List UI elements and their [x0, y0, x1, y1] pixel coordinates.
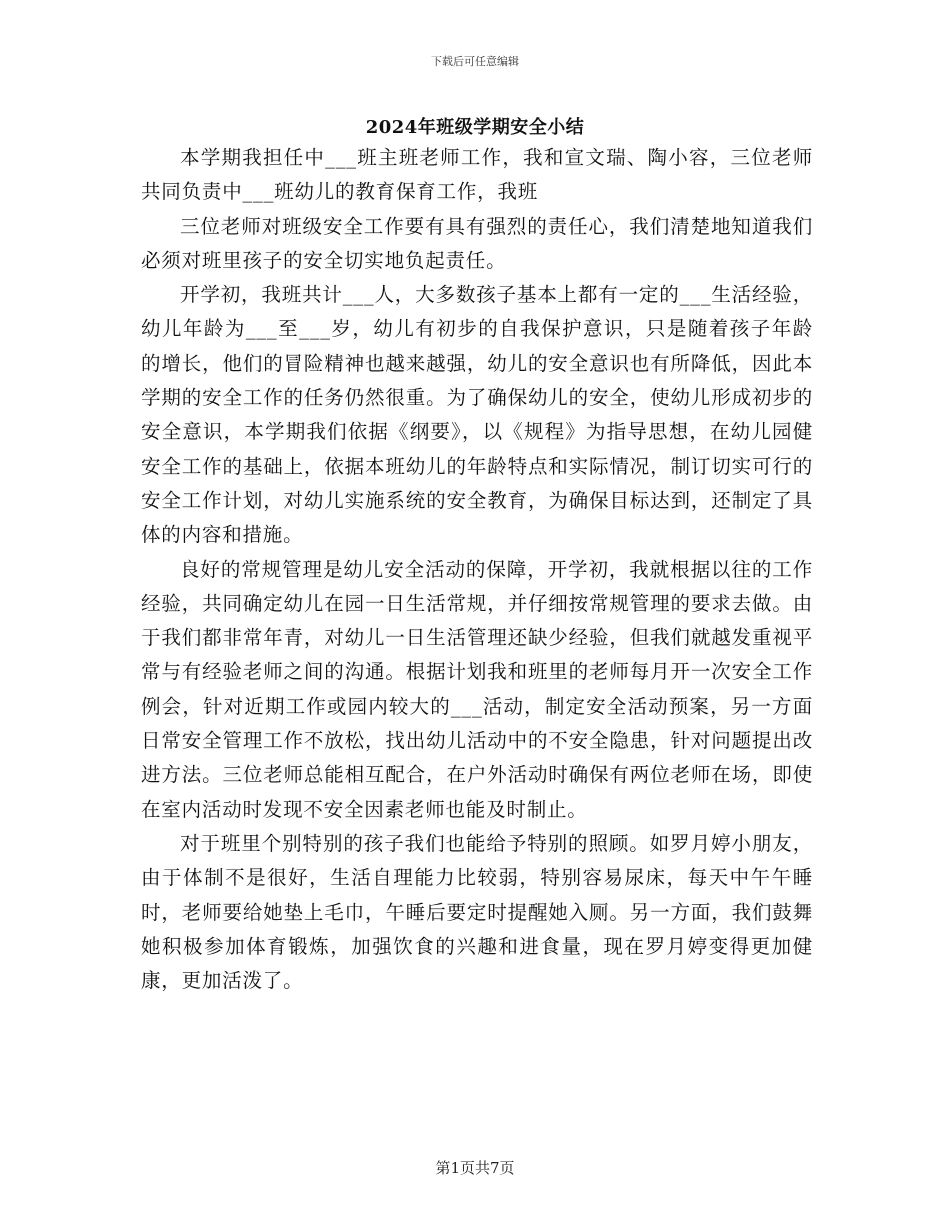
- paragraph-3: 开学初，我班共计___人，大多数孩子基本上都有一定的___生活经验，幼儿年龄为___至___岁，幼儿有初步的自我保护意识，只是随着孩子年龄的增长，他们的冒险精神也越来越强，幼儿的安全意识也有所降低，因此本学期的安全工作的任务仍然很重。为了确保幼儿的安全，使幼儿形成初步的安全意识，本学期我们依据《纲要》，以《规程》为指导思想，在幼儿园健安全工作的基础上，依据本班幼儿的年龄特点和实际情况，制订切实可行的安全工作计划，对幼儿实施系统的安全教育，为确保目标达到，还制定了具体的内容和措施。: [141, 283, 813, 547]
- document-title: 2024年班级学期安全小结: [365, 117, 585, 138]
- page-number-footer: 第1页共7页: [435, 1159, 515, 1177]
- paragraph-1: 本学期我担任中___班主班老师工作，我和宣文瑞、陶小容，三位老师共同负责中___班幼儿的教育保育工作，我班: [141, 146, 813, 204]
- paragraph-2: 三位老师对班级安全工作要有具有强烈的责任心，我们清楚地知道我们必须对班里孩子的安全切实地负起责任。: [141, 214, 813, 272]
- paragraph-5: 对于班里个别特别的孩子我们也能给予特别的照顾。如罗月婷小朋友，由于体制不是很好，生活自理能力比较弱，特别容易尿床，每天中午午睡时，老师要给她垫上毛巾，午睡后要定时提醒她入厕。另一方面，我们鼓舞她积极参加体育锻炼，加强饮食的兴趣和进食量，现在罗月婷变得更加健康，更加活泼了。: [141, 831, 813, 993]
- page-header-note: 下载后可任意编辑: [431, 55, 519, 68]
- paragraph-4: 良好的常规管理是幼儿安全活动的保障，开学初，我就根据以往的工作经验，共同确定幼儿在园一日生活常规，并仔细按常规管理的要求去做。由于我们都非常年青，对幼儿一日生活管理还缺少经验，但我们就越发重视平常与有经验老师之间的沟通。根据计划我和班里的老师每月开一次安全工作例会，针对近期工作或园内较大的___活动，制定安全活动预案，另一方面日常安全管理工作不放松，找出幼儿活动中的不安全隐患，针对问题提出改进方法。三位老师总能相互配合，在户外活动时确保有两位老师在场，即使在室内活动时发现不安全因素老师也能及时制止。: [141, 557, 813, 821]
- document-body: [141, 141, 813, 998]
